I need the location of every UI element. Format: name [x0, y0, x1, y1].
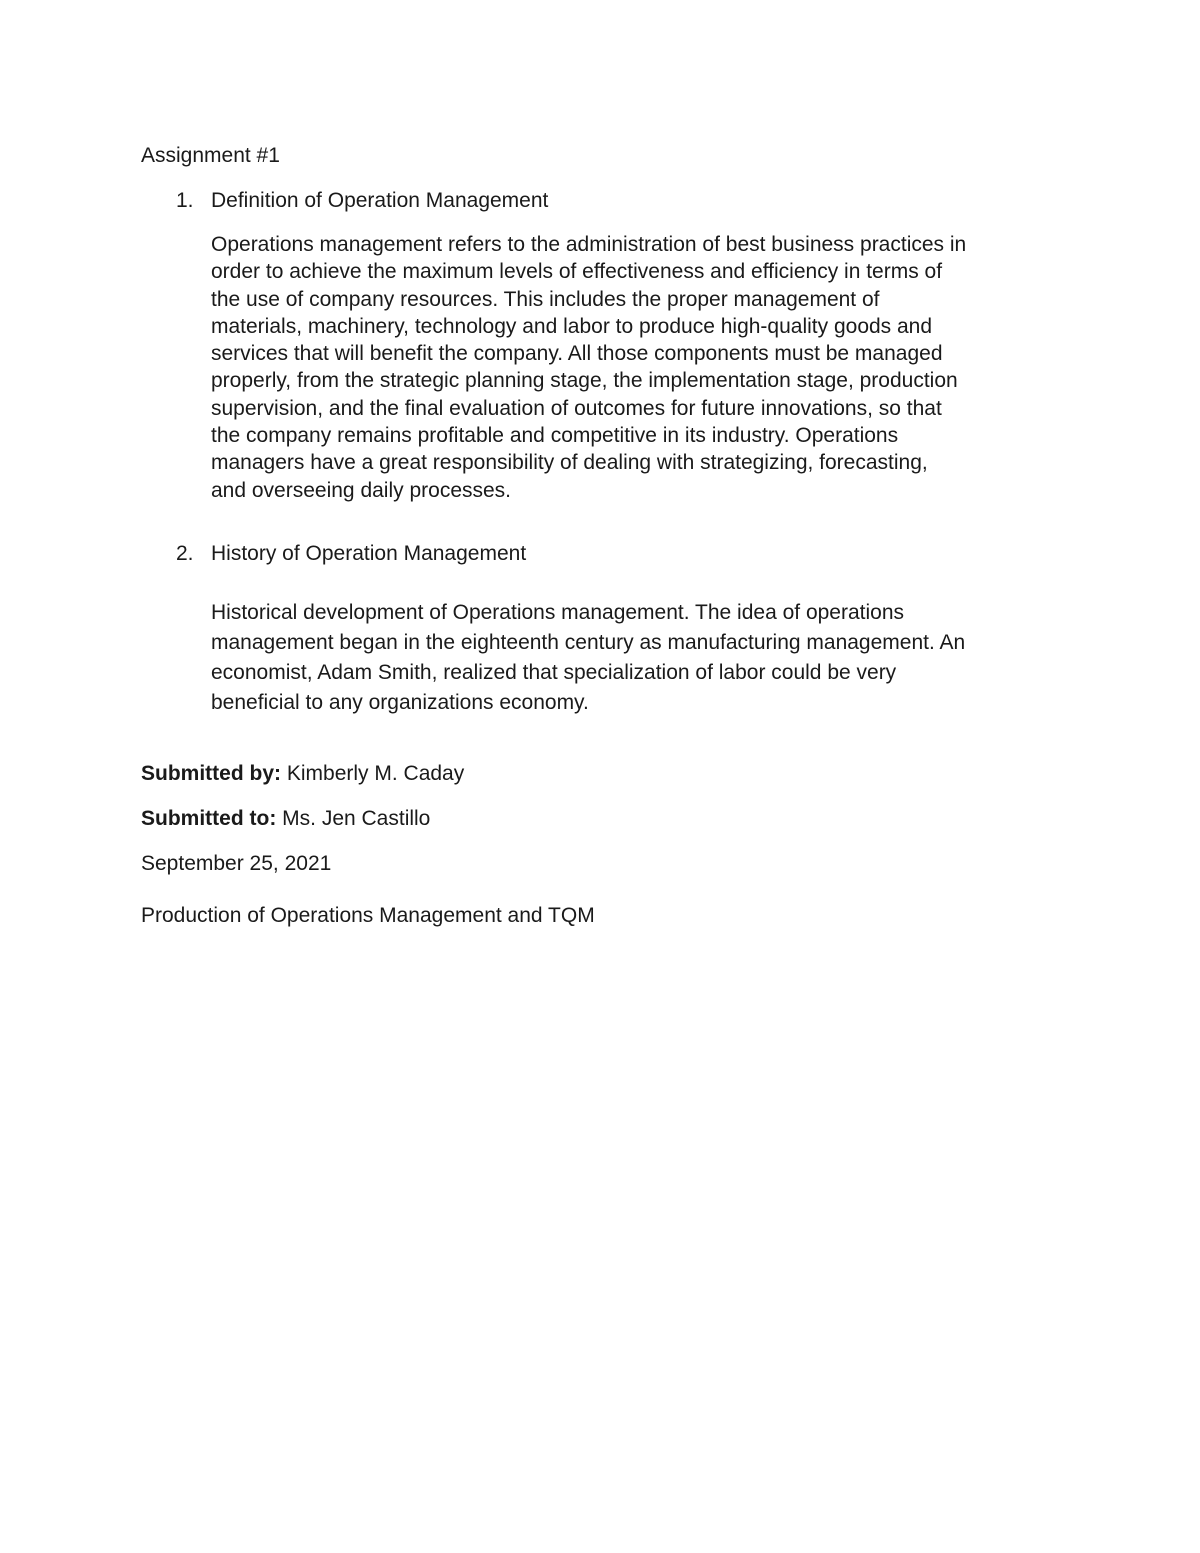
paragraph-line: beneficial to any organizations economy.: [211, 691, 589, 714]
paragraph-line: management began in the eighteenth century as manufacturing management. An: [211, 631, 966, 654]
submitted-to: [141, 806, 430, 832]
submitted-by-label: Submitted by:: [141, 762, 281, 785]
paragraph-line: Historical development of Operations management. The idea of operations: [211, 601, 905, 624]
list-item-number: 1.: [176, 189, 194, 212]
paragraph-line: the use of company resources. This includes the proper management of: [211, 287, 880, 311]
paragraph-line: and overseeing daily processes.: [211, 478, 512, 502]
submitted-by-value: Kimberly M. Caday: [286, 762, 465, 785]
paragraph-line: order to achieve the maximum levels of effectiveness and efficiency in terms of: [211, 260, 943, 284]
paragraph-line: managers have a great responsibility of dealing with strategizing, forecasting,: [211, 451, 928, 475]
paragraph-line: supervision, and the final evaluation of outcomes for future innovations, so that: [211, 396, 942, 420]
paragraph-line: the company remains profitable and competitive in its industry. Operations: [211, 424, 899, 448]
course-name: Production of Operations Management and TQM: [141, 904, 595, 927]
paragraph-line: materials, machinery, technology and labor to produce high-quality goods and: [211, 314, 933, 338]
assignment-title: Assignment #1: [141, 144, 280, 167]
list-item-heading-text: Definition of Operation Management: [211, 189, 549, 212]
submitted-to-label: Submitted to:: [141, 807, 277, 830]
history-paragraph: [211, 598, 1081, 718]
definition-paragraph: [211, 231, 1081, 504]
list-item-heading-text: History of Operation Management: [211, 542, 527, 565]
submitted-by: [141, 761, 464, 787]
list-item-heading-2: [176, 541, 526, 567]
paragraph-line: economist, Adam Smith, realized that specialization of labor could be very: [211, 661, 897, 684]
list-item-number: 2.: [176, 542, 194, 565]
paragraph-line: services that will benefit the company. All those components must be managed: [211, 342, 943, 366]
list-item-heading-1: [176, 188, 548, 214]
paragraph-line: Operations management refers to the administration of best business practices in: [211, 233, 967, 256]
paragraph-line: properly, from the strategic planning stage, the implementation stage, production: [211, 369, 958, 393]
submitted-to-value: Ms. Jen Castillo: [282, 807, 431, 830]
submission-date: September 25, 2021: [141, 852, 332, 875]
